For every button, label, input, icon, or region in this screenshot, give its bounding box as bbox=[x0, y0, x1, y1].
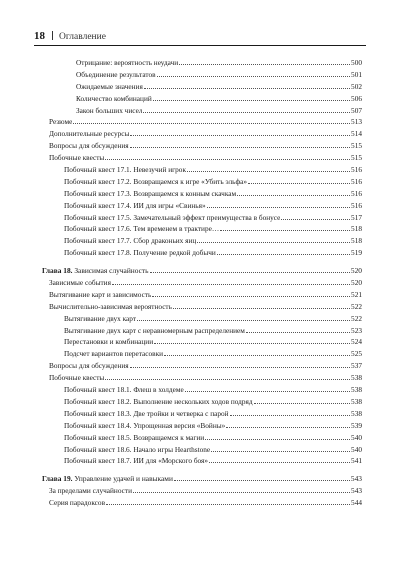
toc-entry-title: Побочные квесты bbox=[49, 153, 105, 163]
toc-page-number: 501 bbox=[351, 69, 362, 79]
toc-subsection-entry[interactable] bbox=[42, 336, 362, 348]
toc-page-number: 513 bbox=[351, 117, 362, 127]
toc-subsection-entry[interactable] bbox=[42, 420, 362, 432]
toc-section-entry[interactable] bbox=[42, 485, 362, 497]
toc-subsubsection-entry[interactable] bbox=[42, 105, 362, 117]
dot-leader bbox=[187, 171, 350, 172]
toc-page-number: 518 bbox=[351, 236, 362, 246]
toc-entry-title: Зависимые события bbox=[49, 278, 111, 288]
dot-leader bbox=[217, 254, 350, 255]
toc-page-number: 515 bbox=[351, 153, 362, 163]
toc-section-entry[interactable] bbox=[42, 372, 362, 384]
toc-entry-title: Побочный квест 17.2. Возвращаемся к игре «Убить эльфа» bbox=[64, 176, 248, 186]
chapter-label: Глава 19. bbox=[42, 474, 73, 484]
chapter-title: Зависимая случайность bbox=[74, 266, 149, 276]
toc-page-number: 538 bbox=[351, 408, 362, 418]
toc-page-number: 522 bbox=[351, 313, 362, 323]
toc-entry-title: Подсчет вариантов перетасовки bbox=[64, 349, 164, 359]
toc-page-number: 520 bbox=[350, 266, 362, 276]
toc-entry-title: Побочный квест 17.3. Возвращаемся к конным скачкам bbox=[64, 188, 237, 198]
dot-leader bbox=[237, 195, 350, 196]
toc-page-number: 540 bbox=[351, 432, 362, 442]
toc-page-number: 524 bbox=[351, 337, 362, 347]
dot-leader bbox=[154, 343, 350, 344]
toc-subsection-entry[interactable] bbox=[42, 348, 362, 360]
chapter-label: Глава 18. bbox=[42, 266, 73, 276]
toc-page-number: 544 bbox=[351, 498, 362, 508]
toc-entry-title: Побочный квест 17.8. Получение редкой добычи bbox=[64, 248, 216, 258]
dot-leader bbox=[150, 272, 350, 273]
toc-page-number: 543 bbox=[351, 486, 362, 496]
toc-entry-title: Побочный квест 18.3. Две тройки и четверка с парой bbox=[64, 408, 229, 418]
toc-page-number: 514 bbox=[351, 129, 362, 139]
dot-leader bbox=[207, 207, 350, 208]
toc-entry-title: Побочный квест 17.6. Тем временем в трактире… bbox=[64, 224, 220, 234]
dot-leader bbox=[220, 230, 350, 231]
toc-entry-title: Объединение результатов bbox=[76, 69, 156, 79]
running-header bbox=[34, 30, 366, 44]
toc-subsection-entry[interactable] bbox=[42, 247, 362, 259]
toc-subsection-entry[interactable] bbox=[42, 164, 362, 176]
dot-leader bbox=[230, 415, 350, 416]
dot-leader bbox=[197, 242, 350, 243]
dot-leader bbox=[209, 462, 350, 463]
toc-subsection-entry[interactable] bbox=[42, 384, 362, 396]
toc-entry-title: Серия парадоксов bbox=[49, 498, 106, 508]
dot-leader bbox=[152, 296, 350, 297]
dot-leader bbox=[144, 88, 350, 89]
dot-leader bbox=[157, 76, 350, 77]
toc-entry-title: За пределами случайности bbox=[49, 486, 133, 496]
toc-entry-title: Побочные квесты bbox=[49, 373, 105, 383]
toc-page-number: 506 bbox=[351, 93, 362, 103]
toc-chapter-entry[interactable] bbox=[42, 265, 362, 277]
toc-entry-title: Вытягивание двух карт с неравномерным распределением bbox=[64, 325, 245, 335]
header-title: Оглавление bbox=[59, 32, 106, 42]
toc-subsection-entry[interactable] bbox=[42, 455, 362, 467]
toc-subsection-entry[interactable] bbox=[42, 223, 362, 235]
toc-entry-title: Побочный квест 17.1. Невезучий игрок bbox=[64, 165, 186, 175]
toc-entry-title: Вытягивание двух карт bbox=[64, 313, 137, 323]
toc-section-entry[interactable] bbox=[42, 152, 362, 164]
dot-leader bbox=[130, 135, 350, 136]
toc-page-number: 537 bbox=[351, 361, 362, 371]
toc-page-number: 522 bbox=[351, 301, 362, 311]
toc-page-number: 541 bbox=[351, 456, 362, 466]
toc-entry-title: Побочный квест 18.1. Флеш в холдеме bbox=[64, 385, 184, 395]
toc-entry-title: Побочный квест 18.6. Начало игры Hearthstone bbox=[64, 444, 211, 454]
toc-section-entry[interactable] bbox=[42, 289, 362, 301]
toc-page-number: 517 bbox=[351, 212, 362, 222]
dot-leader bbox=[246, 332, 350, 333]
toc-entry-title bbox=[42, 265, 149, 277]
toc-entry-title: Побочный квест 18.2. Выполнение нескольких ходов подряд bbox=[64, 396, 253, 406]
toc-subsubsection-entry[interactable] bbox=[42, 81, 362, 93]
toc-subsection-entry[interactable] bbox=[42, 200, 362, 212]
toc-entry-title: Побочный квест 18.5. Возвращаемся к магии bbox=[64, 432, 205, 442]
toc-subsection-entry[interactable] bbox=[42, 313, 362, 325]
dot-leader bbox=[205, 439, 350, 440]
toc-entry-title: Вопросы для обсуждения bbox=[49, 141, 129, 151]
toc-entry-title: Вычислительно-зависимая вероятность bbox=[49, 301, 172, 311]
toc-entry-title: Побочный квест 17.7. Сбор драконьих яиц bbox=[64, 236, 197, 246]
header-separator bbox=[52, 31, 53, 40]
toc-entry-title: Отрицание: вероятность неудачи bbox=[76, 58, 179, 67]
toc-page-number: 521 bbox=[351, 289, 362, 299]
dot-leader bbox=[137, 320, 350, 321]
header-rule bbox=[34, 45, 366, 46]
toc-section-entry[interactable] bbox=[42, 301, 362, 313]
toc-section-entry[interactable] bbox=[42, 360, 362, 372]
dot-leader bbox=[173, 308, 350, 309]
dot-leader bbox=[281, 219, 350, 220]
toc-entry-title: Резюме bbox=[49, 117, 73, 127]
toc-subsection-entry[interactable] bbox=[42, 235, 362, 247]
toc-page-number: 519 bbox=[351, 248, 362, 258]
toc-page-number: 516 bbox=[351, 176, 362, 186]
toc-page-number: 523 bbox=[351, 325, 362, 335]
toc-page-number: 516 bbox=[351, 165, 362, 175]
dot-leader bbox=[130, 147, 350, 148]
toc-page-number: 515 bbox=[351, 141, 362, 151]
toc-entry-title: Побочный квест 18.7. ИИ для «Морского боя» bbox=[64, 456, 209, 466]
toc-chapter-entry[interactable] bbox=[42, 473, 362, 485]
toc-page-number: 518 bbox=[351, 224, 362, 234]
dot-leader bbox=[106, 504, 350, 505]
toc-page-number: 525 bbox=[351, 349, 362, 359]
dot-leader bbox=[112, 284, 350, 285]
dot-leader bbox=[211, 451, 350, 452]
dot-leader bbox=[143, 112, 350, 113]
toc-entry-title: Ожидаемые значения bbox=[76, 81, 143, 91]
toc-subsection-entry[interactable] bbox=[42, 396, 362, 408]
toc-section-entry[interactable] bbox=[42, 128, 362, 140]
toc-section-entry[interactable] bbox=[42, 497, 362, 509]
dot-leader bbox=[164, 355, 350, 356]
toc-page-number: 520 bbox=[351, 278, 362, 288]
dot-leader bbox=[133, 492, 350, 493]
toc-page-number: 507 bbox=[351, 105, 362, 115]
toc-subsection-entry[interactable] bbox=[42, 432, 362, 444]
dot-leader bbox=[153, 100, 350, 101]
toc-subsection-entry[interactable] bbox=[42, 408, 362, 420]
toc-entry-title: Побочный квест 17.5. Замечательный эффект преимущества в бонусе bbox=[64, 212, 281, 222]
dot-leader bbox=[174, 480, 350, 481]
toc-page-number: 538 bbox=[351, 396, 362, 406]
dot-leader bbox=[185, 391, 350, 392]
toc-entry-title: Вытягивание карт и зависимость bbox=[49, 289, 152, 299]
chapter-title: Управление удачей и навыками bbox=[74, 474, 173, 484]
toc-page-number: 539 bbox=[351, 420, 362, 430]
toc-subsection-entry[interactable] bbox=[42, 325, 362, 337]
toc-entry-title: Побочный квест 17.4. ИИ для игры «Свинья» bbox=[64, 200, 206, 210]
toc-page-number: 516 bbox=[351, 188, 362, 198]
toc-entry-title: Количество комбинаций bbox=[76, 93, 152, 103]
toc-entry-title: Побочный квест 18.4. Упрощенная версия «Войны» bbox=[64, 420, 226, 430]
dot-leader bbox=[179, 64, 350, 65]
toc-entry-title: Закон больших чисел bbox=[76, 105, 143, 115]
dot-leader bbox=[73, 123, 350, 124]
dot-leader bbox=[105, 159, 350, 160]
toc-page-number: 543 bbox=[350, 474, 362, 484]
toc-subsubsection-entry[interactable] bbox=[42, 69, 362, 81]
toc-page-number: 502 bbox=[351, 81, 362, 91]
toc-page-number: 500 bbox=[351, 58, 362, 67]
toc-subsection-entry[interactable] bbox=[42, 444, 362, 456]
toc-page-number: 538 bbox=[351, 373, 362, 383]
toc-subsection-entry[interactable] bbox=[42, 212, 362, 224]
toc-subsection-entry[interactable] bbox=[42, 188, 362, 200]
toc-page-number: 540 bbox=[351, 444, 362, 454]
dot-leader bbox=[105, 379, 350, 380]
toc-section-entry[interactable] bbox=[42, 140, 362, 152]
toc-page-number: 516 bbox=[351, 200, 362, 210]
toc-section-entry[interactable] bbox=[42, 116, 362, 128]
toc-entry-title: Перестановки и комбинации bbox=[64, 337, 154, 347]
toc-subsubsection-entry[interactable] bbox=[42, 57, 362, 69]
dot-leader bbox=[226, 427, 350, 428]
dot-leader bbox=[130, 367, 350, 368]
toc-entry-title: Вопросы для обсуждения bbox=[49, 361, 129, 371]
toc-page-number: 538 bbox=[351, 385, 362, 395]
toc-entry-title bbox=[42, 473, 173, 485]
toc-entry-title: Дополнительные ресурсы bbox=[49, 129, 130, 139]
page-number: 18 bbox=[34, 30, 45, 42]
dot-leader bbox=[254, 403, 350, 404]
toc-section-entry[interactable] bbox=[42, 277, 362, 289]
dot-leader bbox=[248, 183, 350, 184]
table-of-contents bbox=[42, 57, 362, 509]
toc-subsection-entry[interactable] bbox=[42, 176, 362, 188]
toc-subsubsection-entry[interactable] bbox=[42, 93, 362, 105]
